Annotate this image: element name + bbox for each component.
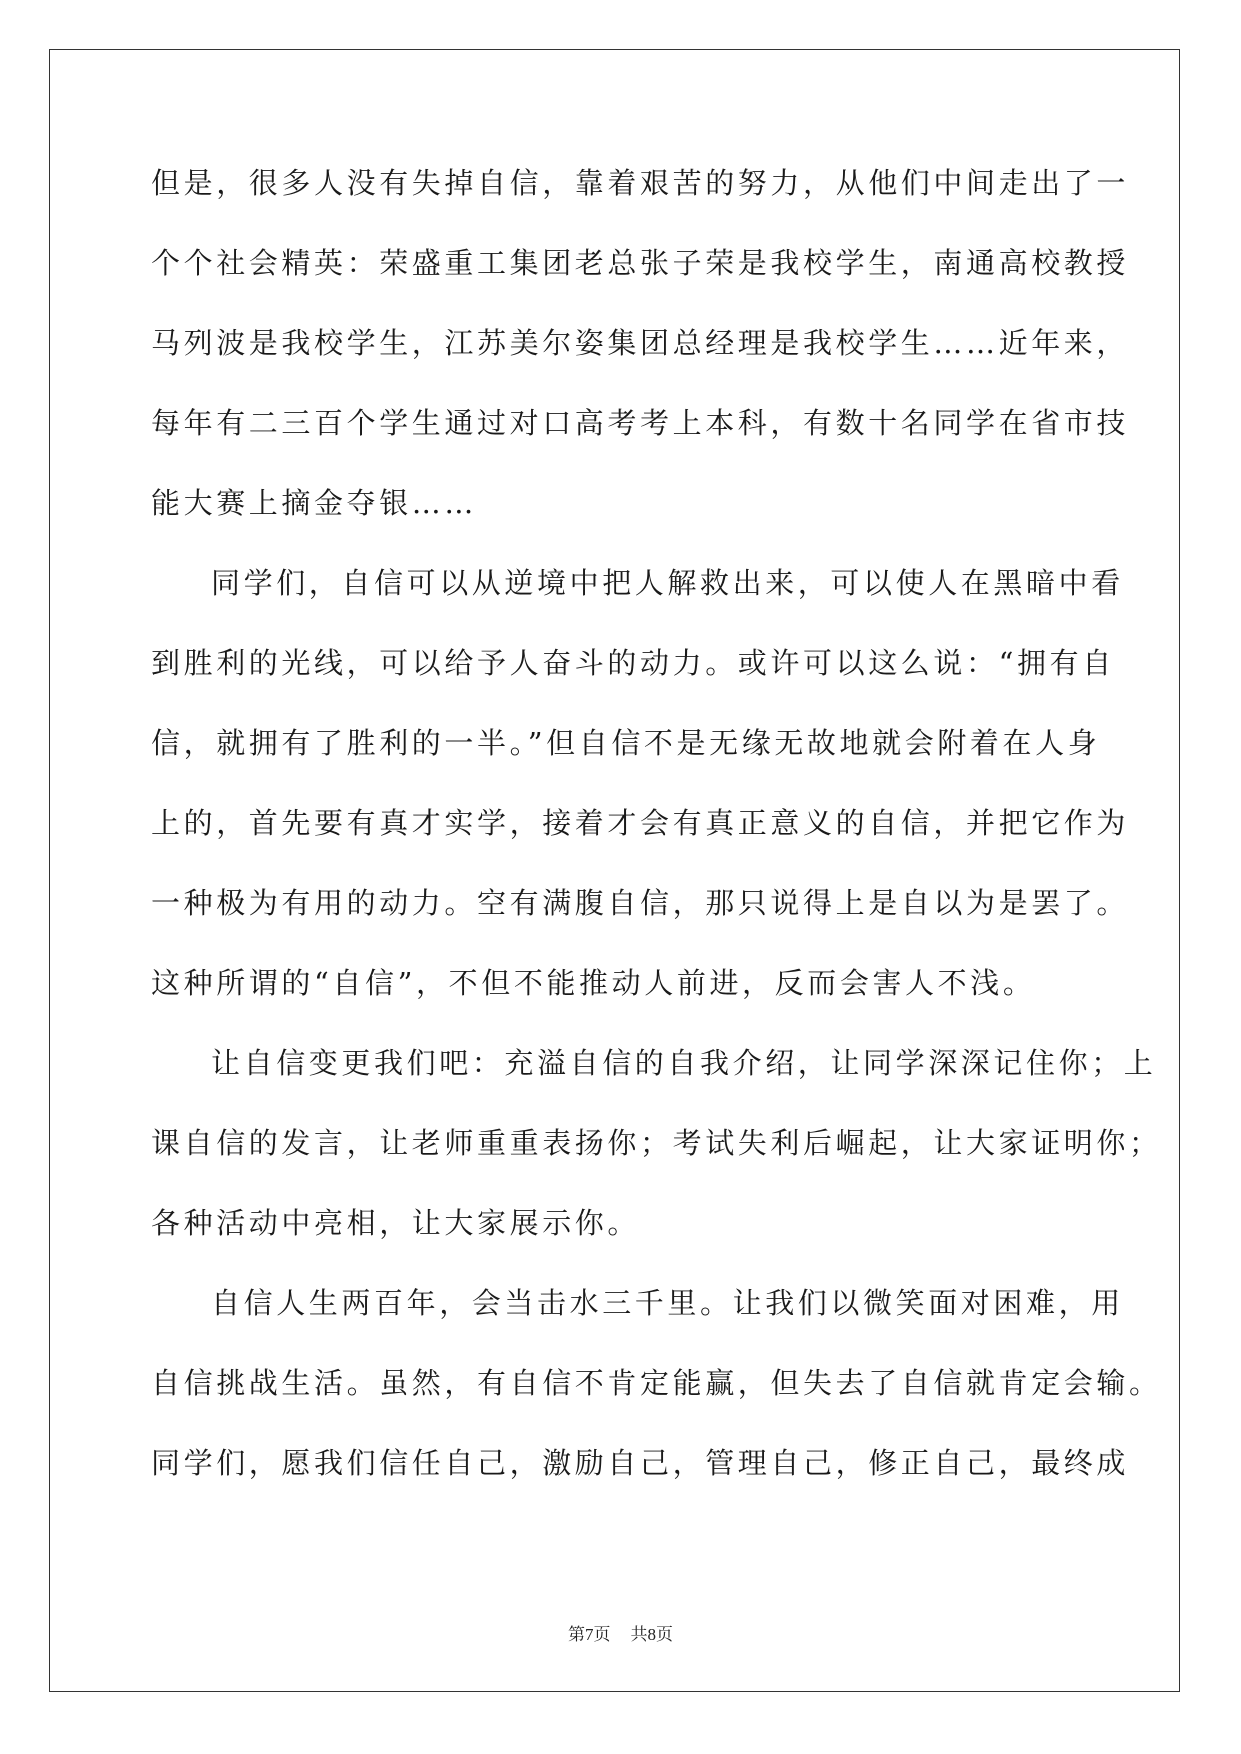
text-line: 到胜利的光线，可以给予人奋斗的动力。或许可以这么说：“拥有自 bbox=[151, 646, 1115, 680]
text-line: 同学们，自信可以从逆境中把人解救出来，可以使人在黑暗中看 bbox=[211, 566, 1124, 600]
text-line: 能大赛上摘金夺银…… bbox=[151, 486, 478, 520]
text-line: 这种所谓的“自信”，不但不能推动人前进，反而会害人不浅。 bbox=[151, 966, 1036, 1000]
text-line: 上的，首先要有真才实学，接着才会有真正意义的自信，并把它作为 bbox=[151, 806, 1130, 840]
text-line: 同学们，愿我们信任自己，激励自己，管理自己，修正自己，最终成 bbox=[151, 1446, 1130, 1480]
page-total: 共8页 bbox=[630, 1625, 673, 1644]
page-footer bbox=[0, 1620, 1241, 1645]
text-line: 每年有二三百个学生通过对口高考考上本科，有数十名同学在省市技 bbox=[151, 406, 1130, 440]
document-body bbox=[151, 152, 1162, 1512]
text-line: 课自信的发言，让老师重重表扬你；考试失利后崛起，让大家证明你； bbox=[151, 1126, 1162, 1160]
text-line: 让自信变更我们吧：充溢自信的自我介绍，让同学深深记住你；上 bbox=[211, 1046, 1157, 1080]
text-line: 自信挑战生活。虽然，有自信不肯定能赢，但失去了自信就肯定会输。 bbox=[151, 1366, 1162, 1400]
text-line: 一种极为有用的动力。空有满腹自信，那只说得上是自以为是罢了。 bbox=[151, 886, 1130, 920]
text-line: 个个社会精英：荣盛重工集团老总张子荣是我校学生，南通高校教授 bbox=[151, 246, 1130, 280]
text-line: 自信人生两百年，会当击水三千里。让我们以微笑面对困难，用 bbox=[211, 1286, 1124, 1320]
text-line: 马列波是我校学生，江苏美尔姿集团总经理是我校学生……近年来， bbox=[151, 326, 1130, 360]
text-line: 但是，很多人没有失掉自信，靠着艰苦的努力，从他们中间走出了一 bbox=[151, 166, 1130, 200]
text-line: 各种活动中亮相，让大家展示你。 bbox=[151, 1206, 641, 1240]
text-line: 信，就拥有了胜利的一半。”但自信不是无缘无故地就会附着在人身 bbox=[151, 726, 1101, 760]
page-number: 第7页 bbox=[568, 1625, 611, 1644]
